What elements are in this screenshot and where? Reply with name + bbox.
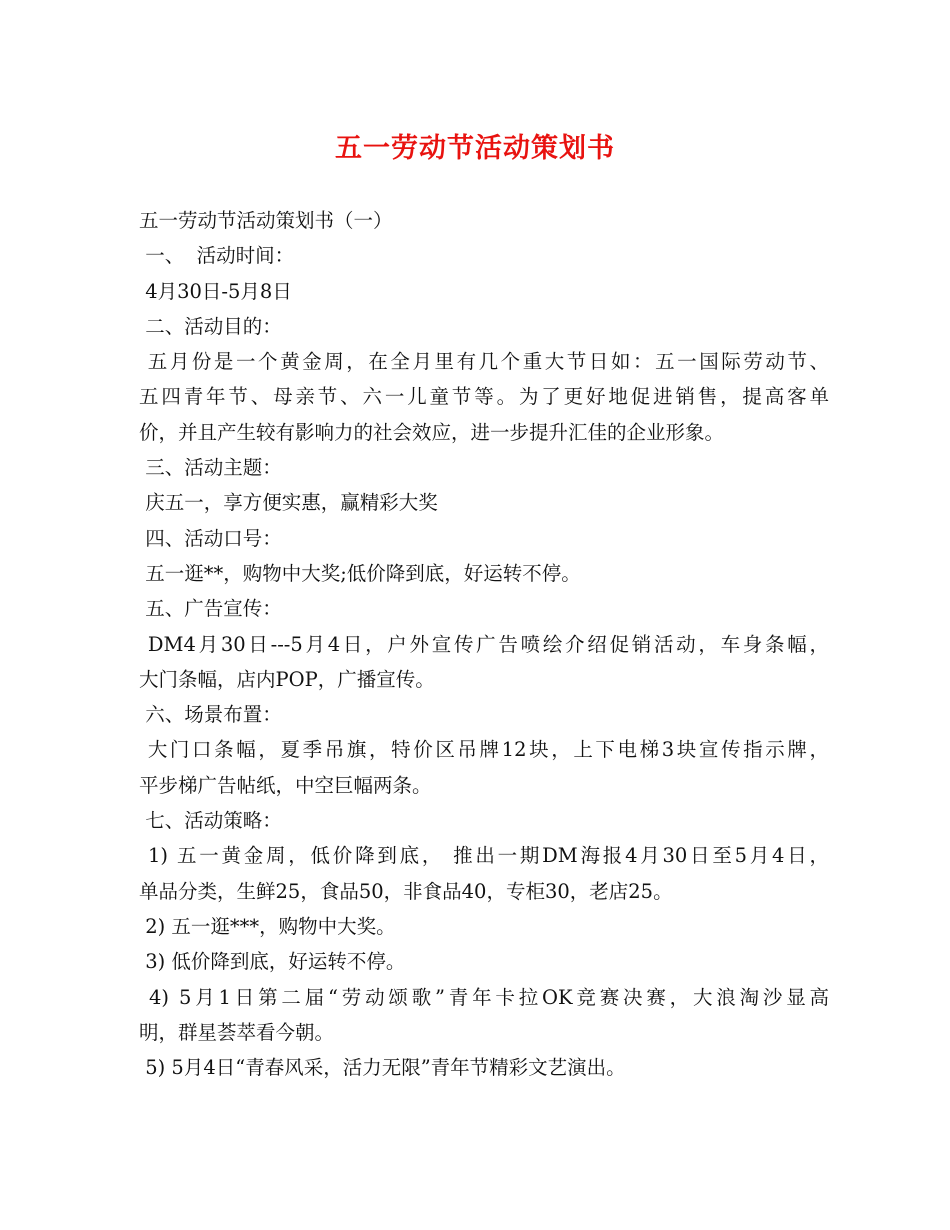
section-heading-slogan: 四、活动口号： <box>139 526 282 550</box>
list-item: 3) 低价降到底，好运转不停。 <box>139 950 406 974</box>
section-heading-strategy: 七、活动策略： <box>139 809 282 833</box>
paragraph-line: 大门口条幅，夏季吊旗，特价区吊牌12块，上下电梯3块宣传指示牌， <box>139 738 829 762</box>
paragraph-line: 五四青年节、母亲节、六一儿童节等。为了更好地促进销售，提高客单 <box>139 385 829 409</box>
list-item: 5) 5月4日“青春风采，活力无限”青年节精彩文艺演出。 <box>139 1056 626 1080</box>
paragraph-line: 庆五一，享方便实惠，赢精彩大奖 <box>139 491 438 515</box>
section-heading-purpose: 二、活动目的： <box>139 314 282 338</box>
paragraph-line: 平步梯广告帖纸，中空巨幅两条。 <box>139 773 432 797</box>
document-title: 五一劳动节活动策划书 <box>335 133 615 164</box>
paragraph-line: 单品分类，生鲜25，食品50，非食品40，专柜30，老店25。 <box>139 879 673 903</box>
list-item: 1) 五一黄金周，低价降到底， 推出一期DM海报4月30日至5月4日， <box>139 844 829 868</box>
section-heading-advertising: 五、广告宣传： <box>139 597 282 621</box>
list-item: 4) 5月1日第二届“劳动颂歌”青年卡拉OK竞赛决赛，大浪淘沙显高 <box>139 985 829 1009</box>
paragraph-line: 五月份是一个黄金周，在全月里有几个重大节日如：五一国际劳动节、 <box>139 350 829 374</box>
paragraph-line: DM4月30日---5月4日，户外宣传广告喷绘介绍促销活动，车身条幅， <box>139 632 829 656</box>
paragraph-line: 价，并且产生较有影响力的社会效应，进一步提升汇佳的企业形象。 <box>139 420 725 444</box>
section-heading-theme: 三、活动主题： <box>139 456 282 480</box>
document-body <box>139 203 829 1085</box>
subtitle-line: 五一劳动节活动策划书（一） <box>139 209 393 232</box>
section-heading-layout: 六、场景布置： <box>139 703 282 727</box>
section-heading-time: 一、 活动时间： <box>139 244 295 268</box>
paragraph-line: 明，群星荟萃看今朝。 <box>139 1020 335 1044</box>
paragraph-line: 4月30日-5月8日 <box>139 279 292 303</box>
paragraph-line: 大门条幅，店内POP，广播宣传。 <box>139 667 435 691</box>
paragraph-line: 五一逛**，购物中大奖;低价降到底，好运转不停。 <box>139 561 581 585</box>
list-item: 2) 五一逛***，购物中大奖。 <box>139 914 396 938</box>
